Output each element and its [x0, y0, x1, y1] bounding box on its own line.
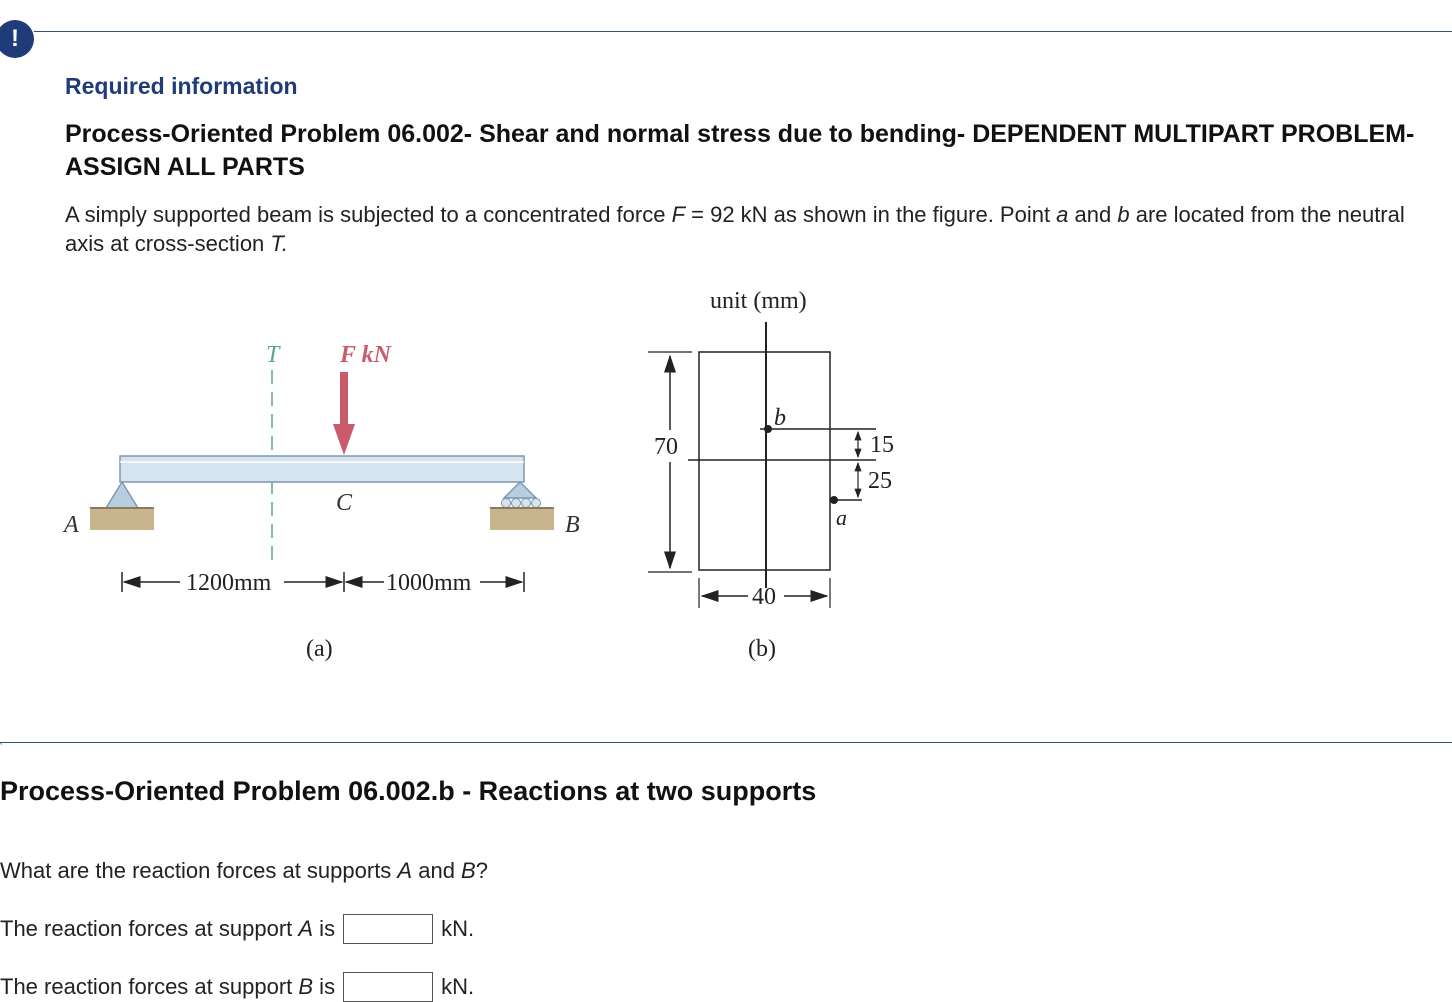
answer-B-unit: kN. [441, 974, 475, 999]
problem-statement: A simply supported beam is subjected to a concentrated force F = 92 kN as shown in the figure. Point a and b are located from the neutral axis at cross-section T. [65, 202, 1405, 256]
support-B-label: B [565, 512, 580, 538]
dim-left-label: 1200mm [186, 570, 272, 596]
frame-bottom-divider [0, 742, 1452, 745]
part-title: Process-Oriented Problem 06.002.b - Reactions at two supports [0, 776, 817, 806]
force-arrow-shaft [340, 372, 348, 426]
point-b-marker [764, 425, 772, 433]
support-A-label: A [64, 512, 79, 538]
figure-a [62, 342, 580, 662]
support-A-ground [90, 508, 154, 530]
problem-title: Process-Oriented Problem 06.002- Shear and normal stress due to bending- DEPENDENT MULTIPART PROBLEM- ASSIGN ALL PARTS [65, 120, 1415, 181]
section-T-label: T [266, 342, 280, 368]
support-B-roller [504, 482, 536, 498]
figure-b [648, 288, 894, 662]
dim-right-label: 1000mm [386, 570, 472, 596]
width-dim-label: 40 [752, 584, 776, 610]
beam [120, 456, 524, 482]
cross-section-rect [699, 352, 830, 570]
caption-b: (b) [748, 636, 776, 662]
question-text: What are the reaction forces at supports A and B? [0, 858, 488, 883]
alert-icon: ! [0, 20, 34, 58]
point-a-label: a [836, 505, 847, 530]
answer-A-prompt: The reaction forces at support A is [0, 916, 336, 941]
answer-row-A [0, 914, 474, 944]
unit-label: unit (mm) [710, 288, 807, 314]
answer-B-prompt: The reaction forces at support B is [0, 974, 336, 999]
required-info-heading: Required information [65, 73, 298, 99]
force-arrow-head [333, 424, 355, 455]
answer-row-B [0, 972, 474, 1002]
answer-A-unit: kN. [441, 916, 475, 941]
point-b-label: b [774, 405, 786, 431]
point-a-marker [830, 496, 838, 504]
point-C-label: C [336, 490, 353, 516]
support-A-pin [106, 482, 138, 508]
reaction-A-input[interactable] [343, 914, 433, 944]
dim-25-label: 25 [868, 468, 892, 494]
support-B-ground [490, 508, 554, 530]
dim-15-label: 15 [870, 432, 894, 458]
height-dim-label: 70 [654, 434, 678, 460]
caption-a: (a) [306, 636, 333, 662]
problem-figure [0, 270, 1000, 690]
force-label: F kN [340, 342, 391, 368]
frame-top-divider [34, 31, 1452, 32]
reaction-B-input[interactable] [343, 972, 433, 1002]
